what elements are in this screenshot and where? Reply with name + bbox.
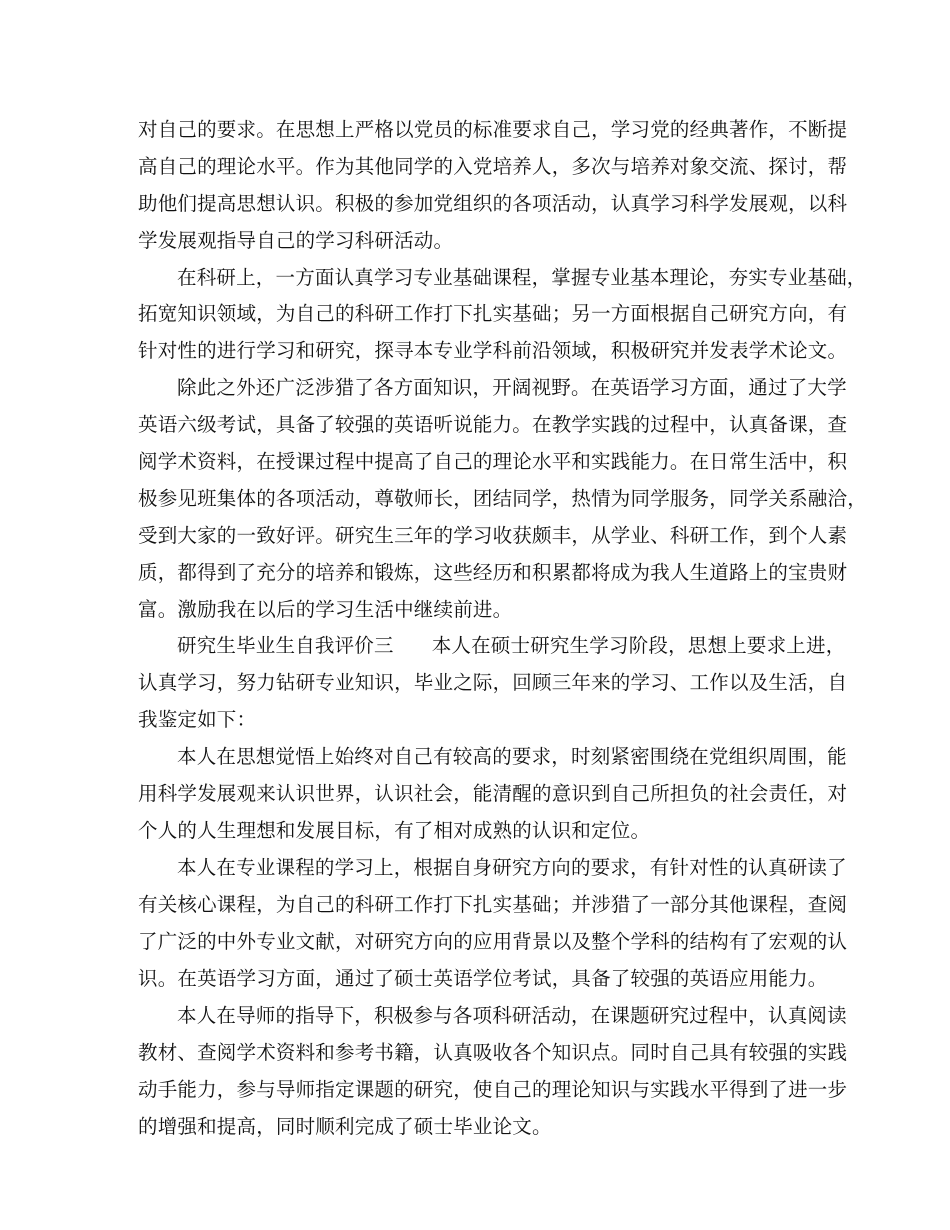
text-line: 了广泛的中外专业文献，对研究方向的应用背景以及整个学科的结构有了宏观的认 [138, 930, 848, 953]
text-line: 用科学发展观来认识世界，认识社会，能清醒的意识到自己所担负的社会责任，对 [138, 782, 848, 805]
text-line: 的增强和提高，同时顺利完成了硕士毕业论文。 [138, 1115, 552, 1138]
text-line: 拓宽知识领域，为自己的科研工作打下扎实基础；另一方面根据自己研究方向，有 [138, 302, 848, 325]
section-first-sentence: 本人在硕士研究生学习阶段，思想上要求上进， [431, 634, 846, 657]
text-line: 本人在导师的指导下，积极参与各项科研活动，在课题研究过程中，认真阅读 [177, 1004, 847, 1027]
text-line: 认真学习，努力钻研专业知识，毕业之际，回顾三年来的学习、工作以及生活，自 [138, 671, 848, 694]
text-line: 本人在专业课程的学习上，根据自身研究方向的要求，有针对性的认真研读了 [177, 856, 847, 879]
text-line: 我鉴定如下： [138, 708, 257, 731]
text-line: 助他们提高思想认识。积极的参加党组织的各项活动，认真学习科学发展观，以科 [138, 192, 848, 215]
text-line: 受到大家的一致好评。研究生三年的学习收获颇丰，从学业、科研工作，到个人素 [138, 524, 848, 547]
text-line: 在科研上，一方面认真学习专业基础课程，掌握专业基本理论，夯实专业基础， [177, 266, 867, 289]
text-line: 极参见班集体的各项活动，尊敬师长，团结同学，热情为同学服务，同学关系融洽， [138, 487, 867, 510]
text-line: 本人在思想觉悟上始终对自己有较高的要求，时刻紧密围绕在党组织周围，能 [177, 745, 847, 768]
text-line: 教材、查阅学术资料和参考书籍，认真吸收各个知识点。同时自己具有较强的实践 [138, 1041, 848, 1064]
text-line: 英语六级考试，具备了较强的英语听说能力。在教学实践的过程中，认真备课，查 [138, 413, 848, 436]
text-line: 高自己的理论水平。作为其他同学的入党培养人，多次与培养对象交流、探讨，帮 [138, 155, 848, 178]
text-line: 针对性的进行学习和研究，探寻本专业学科前沿领域，积极研究并发表学术论文。 [138, 339, 848, 362]
text-line: 质，都得到了充分的培养和锻炼，这些经历和积累都将成为我人生道路上的宝贵财 [138, 561, 848, 584]
text-line: 学发展观指导自己的学习科研活动。 [138, 229, 454, 252]
section-heading: 研究生毕业生自我评价三 [177, 634, 394, 657]
text-line: 识。在英语学习方面，通过了硕士英语学位考试，具备了较强的英语应用能力。 [138, 967, 828, 990]
text-line: 富。激励我在以后的学习生活中继续前进。 [138, 598, 513, 621]
text-line: 有关核心课程，为自己的科研工作打下扎实基础；并涉猎了一部分其他课程，查阅 [138, 893, 848, 916]
text-line: 除此之外还广泛涉猎了各方面知识，开阔视野。在英语学习方面，通过了大学 [177, 376, 847, 399]
section-heading-line [177, 629, 845, 663]
text-line: 对自己的要求。在思想上严格以党员的标准要求自己，学习党的经典著作，不断提 [138, 118, 848, 141]
text-line: 动手能力，参与导师指定课题的研究，使自己的理论知识与实践水平得到了进一步 [138, 1078, 848, 1101]
text-line: 个人的人生理想和发展目标，有了相对成熟的认识和定位。 [138, 819, 651, 842]
text-line: 阅学术资料，在授课过程中提高了自己的理论水平和实践能力。在日常生活中，积 [138, 450, 848, 473]
